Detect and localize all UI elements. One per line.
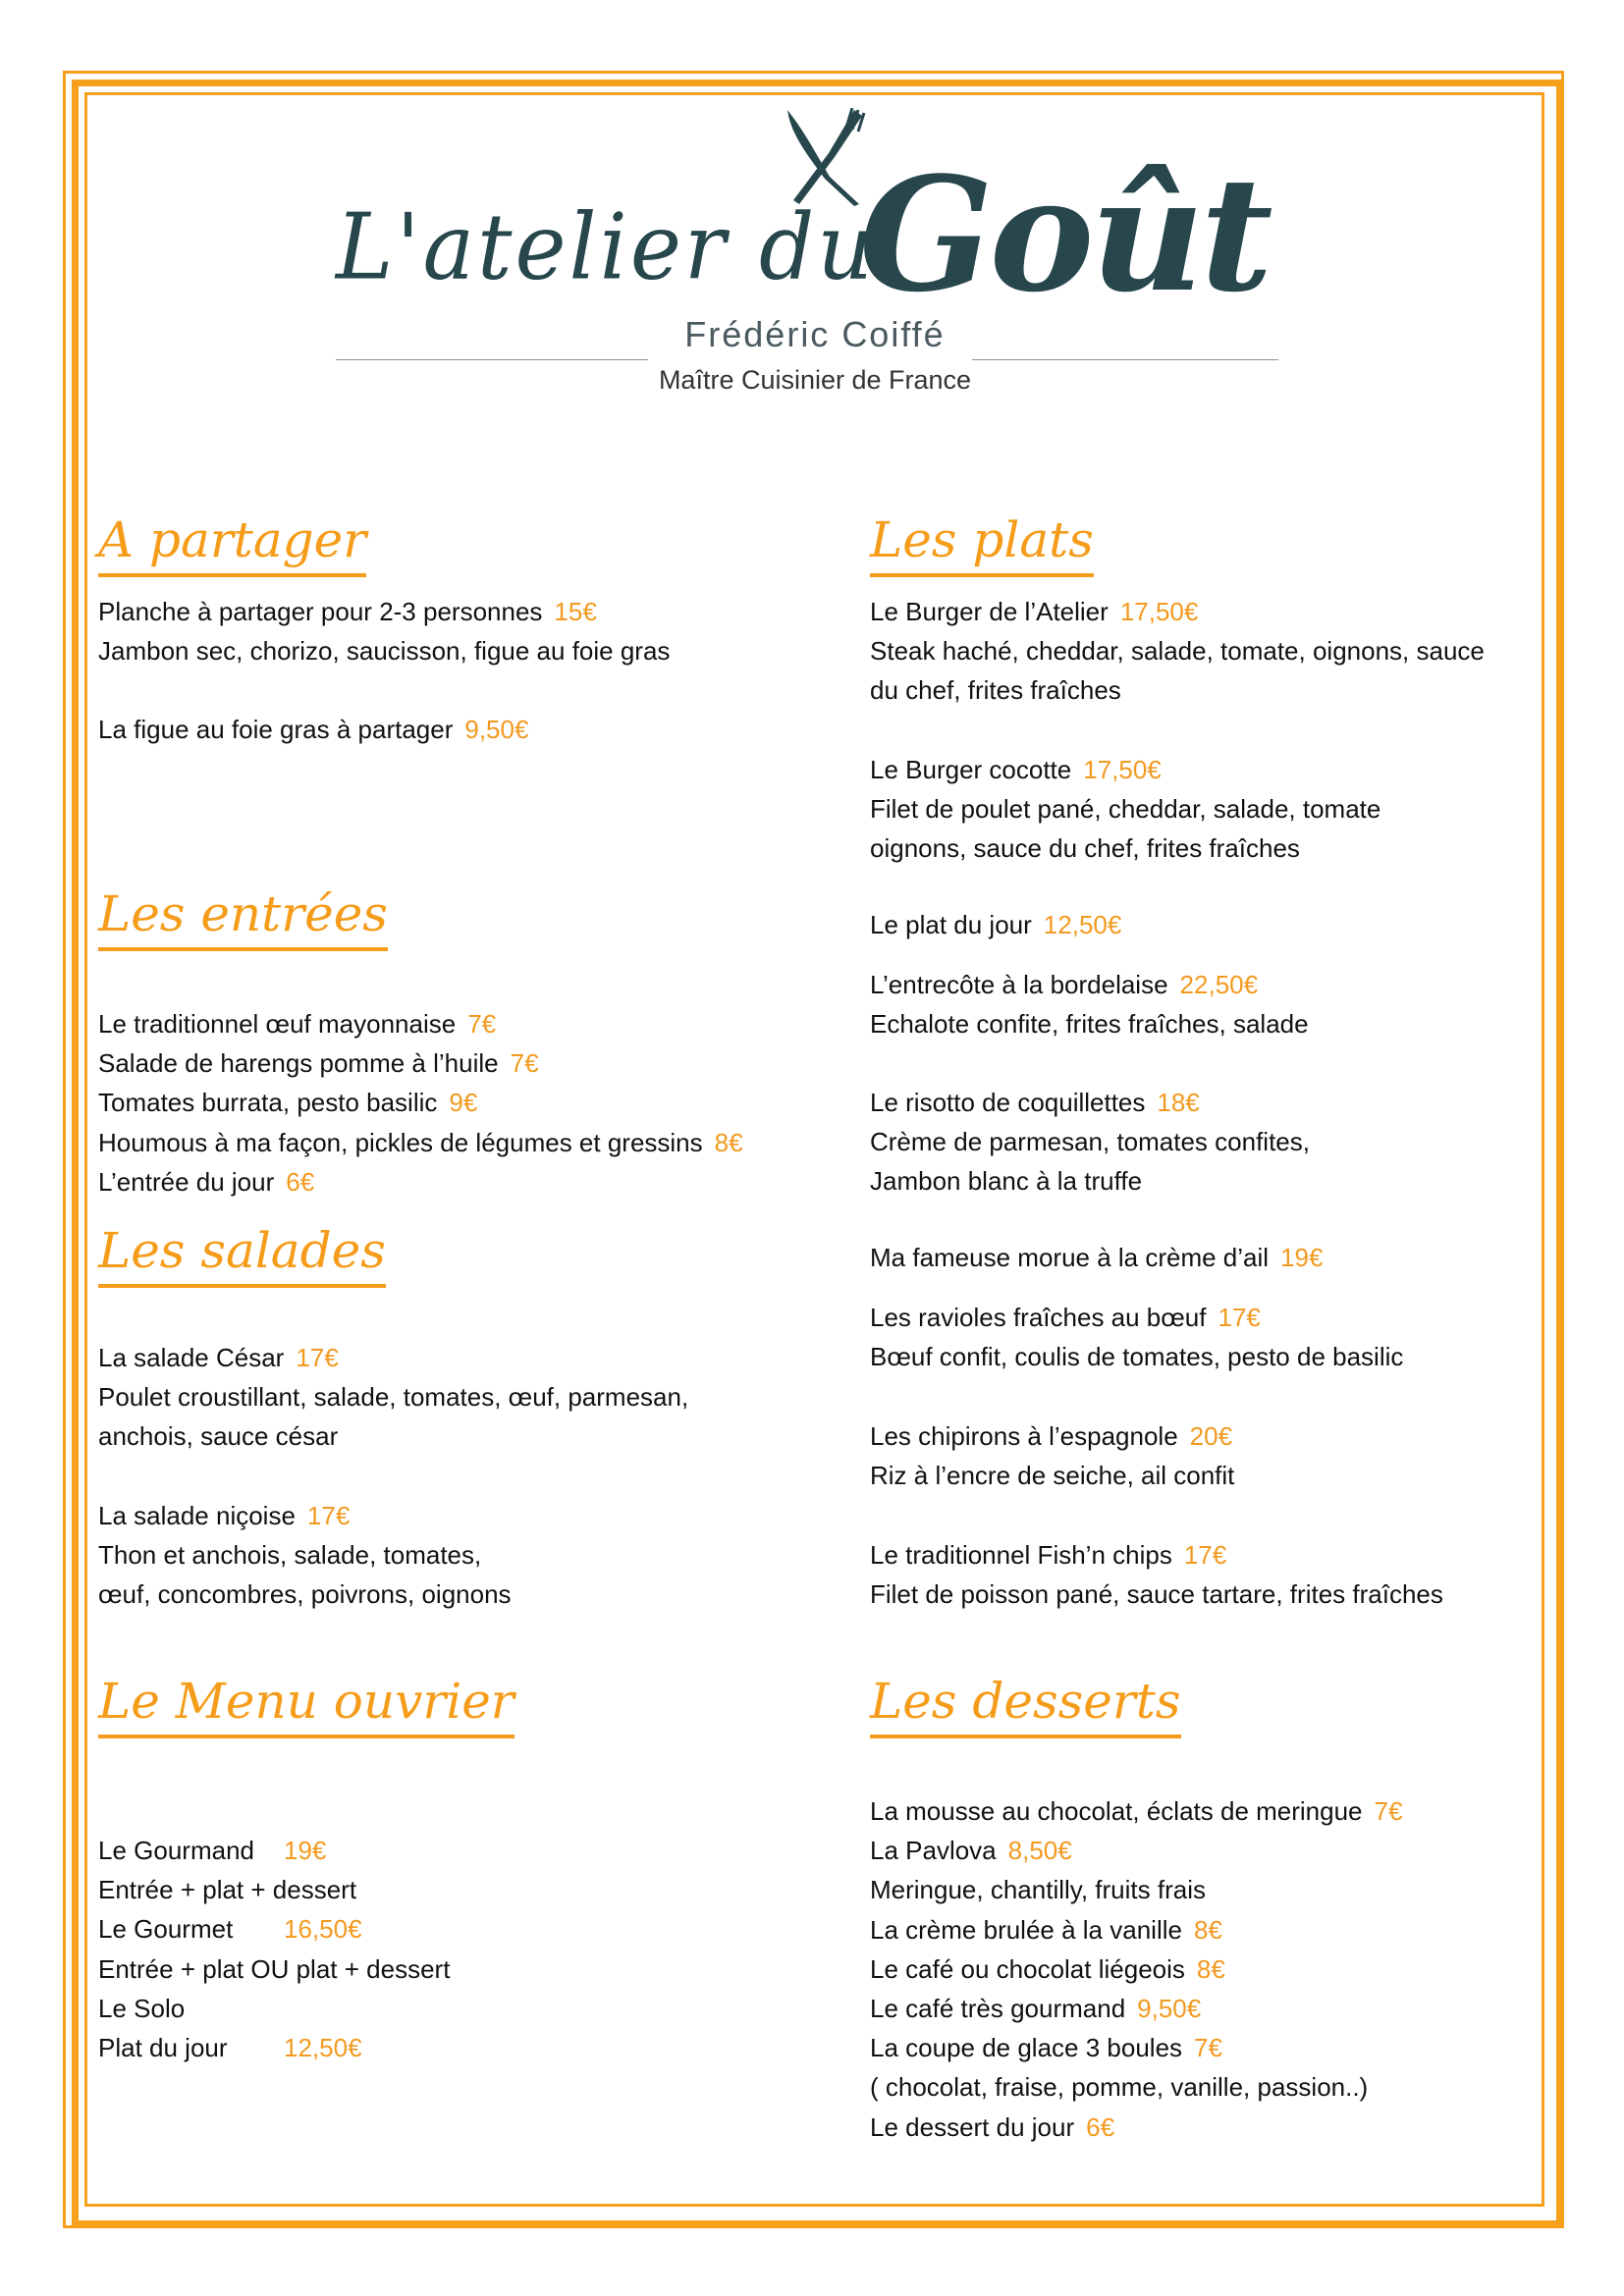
item-text: Steak haché, cheddar, salade, tomate, oignons, sauce: [870, 636, 1485, 667]
menu-item-group: [870, 1298, 1403, 1376]
item-price: 7€: [1194, 2033, 1222, 2063]
menu-line: [98, 1162, 743, 1201]
chef-name: Frédéric Coiffé: [684, 314, 946, 354]
item-price: 20€: [1189, 1421, 1233, 1451]
item-price: 12,50€: [1043, 910, 1122, 939]
item-price: 16,50€: [284, 1914, 362, 1945]
logo-bold-text: Goût: [859, 142, 1270, 327]
item-text: Thon et anchois, salade, tomates,: [98, 1540, 482, 1571]
menu-line: [870, 2067, 1402, 2107]
item-text: du chef, frites fraîches: [870, 675, 1121, 706]
menu-item-group: [870, 592, 1485, 711]
item-text: Le traditionnel œuf mayonnaise: [98, 1009, 457, 1039]
menu-item-group: [870, 1535, 1443, 1614]
item-text: Meringue, chantilly, fruits frais: [870, 1875, 1206, 1905]
item-text: Jambon sec, chorizo, saucisson, figue au foie gras: [98, 636, 671, 667]
menu-line: [870, 1831, 1402, 1870]
item-price: 8,50€: [1007, 1836, 1072, 1866]
item-text: Crème de parmesan, tomates confites,: [870, 1127, 1310, 1157]
item-price: 15€: [554, 597, 597, 626]
item-price: 6€: [1086, 2111, 1115, 2142]
item-text: Houmous à ma façon, pickles de légumes et gressins: [98, 1127, 703, 1157]
menu-item-group: [870, 1416, 1234, 1495]
item-text: oignons, sauce du chef, frites fraîches: [870, 833, 1300, 864]
chef-title: Maître Cuisinier de France: [658, 365, 972, 395]
item-price: 17,50€: [1083, 755, 1162, 784]
item-text: Le Gourmand: [98, 1836, 254, 1865]
item-text: La Pavlova: [870, 1836, 997, 1866]
item-text: Les ravioles fraîches au bœuf: [870, 1303, 1207, 1332]
menu-line: [98, 1831, 450, 1870]
menu-line: [98, 1416, 688, 1456]
menu-item-group: [870, 965, 1309, 1043]
item-text: Plat du jour: [98, 2033, 228, 2063]
menu-line: [98, 1123, 743, 1162]
menu-line: [870, 1791, 1402, 1831]
menu-line: [870, 1910, 1402, 1949]
item-text: Les chipirons à l’espagnole: [870, 1421, 1178, 1451]
menu-item-group: [98, 1496, 512, 1615]
item-text: La salade César: [98, 1343, 285, 1372]
menu-line: [98, 1496, 512, 1535]
menu-line: [870, 1870, 1402, 1909]
item-text: Salade de harengs pomme à l’huile: [98, 1048, 499, 1079]
section-heading: Les desserts: [870, 1672, 1181, 1738]
item-text: La crème brulée à la vanille: [870, 1914, 1182, 1945]
menu-line: [98, 1870, 450, 1909]
menu-line: [870, 789, 1380, 828]
menu-item-group: [870, 905, 1121, 944]
menu-line: [870, 750, 1380, 789]
section-heading: Les entrées: [98, 884, 388, 951]
section-heading: Le Menu ouvrier: [98, 1672, 514, 1738]
item-text: Le café ou chocolat liégeois: [870, 1953, 1185, 1984]
menu-line: [870, 1161, 1310, 1201]
menu-line: [870, 1122, 1310, 1161]
menu-line: [98, 2028, 450, 2067]
item-price: 7€: [467, 1009, 497, 1039]
menu-line: [98, 1083, 743, 1122]
item-text: ( chocolat, fraise, pomme, vanille, passion..): [870, 2072, 1369, 2103]
menu-line: [870, 1238, 1323, 1277]
item-price: 9,50€: [464, 715, 529, 744]
item-text: Le risotto de coquillettes: [870, 1088, 1146, 1117]
item-price: 19€: [284, 1836, 327, 1865]
item-text: Planche à partager pour 2-3 personnes: [98, 597, 543, 626]
item-price: 7€: [510, 1048, 539, 1079]
item-price: 17€: [1218, 1303, 1261, 1332]
item-text: œuf, concombres, poivrons, oignons: [98, 1579, 512, 1610]
menu-item-group: [98, 1004, 743, 1201]
menu-line: [870, 592, 1485, 631]
menu-line: [98, 1989, 450, 2028]
item-text: Le Burger cocotte: [870, 755, 1072, 784]
item-text: Le dessert du jour: [870, 2111, 1075, 2142]
divider: [972, 359, 1278, 360]
item-text: Entrée + plat OU plat + dessert: [98, 1953, 451, 1984]
menu-line: [870, 965, 1309, 1004]
menu-line: [870, 1535, 1443, 1575]
menu-line: [98, 1377, 688, 1416]
item-text: Le Burger de l’Atelier: [870, 597, 1109, 626]
item-text: Le traditionnel Fish’n chips: [870, 1540, 1172, 1570]
item-text: L’entrecôte à la bordelaise: [870, 970, 1168, 999]
item-text: Le café très gourmand: [870, 1994, 1126, 2024]
menu-line: [870, 1949, 1402, 1989]
menu-item-group: [98, 592, 670, 670]
item-price: 8€: [714, 1127, 743, 1157]
menu-line: [870, 2028, 1402, 2067]
menu-line: [870, 1416, 1234, 1456]
item-text: L’entrée du jour: [98, 1166, 275, 1197]
section-heading: A partager: [98, 510, 366, 577]
menu-line: [870, 1298, 1403, 1337]
menu-line: [870, 1456, 1234, 1495]
item-text: anchois, sauce césar: [98, 1421, 339, 1452]
item-price: 9,50€: [1137, 1994, 1202, 2024]
divider: [336, 359, 648, 360]
item-text: Entrée + plat + dessert: [98, 1875, 357, 1905]
item-text: La salade niçoise: [98, 1501, 296, 1530]
item-text: Filet de poisson pané, sauce tartare, frites fraîches: [870, 1579, 1443, 1610]
item-text: La figue au foie gras à partager: [98, 715, 454, 744]
item-price: 12,50€: [284, 2033, 362, 2063]
restaurant-logo: [324, 98, 1306, 412]
menu-line: [870, 1004, 1309, 1043]
item-text: Jambon blanc à la truffe: [870, 1166, 1143, 1197]
menu-line: [98, 592, 670, 631]
menu-line: [98, 1535, 512, 1575]
item-price: 17,50€: [1119, 597, 1199, 626]
menu-item-group: [870, 750, 1380, 869]
logo-script-text: L'atelier du: [336, 193, 876, 300]
item-text: Le Gourmet: [98, 1914, 234, 1945]
item-text: Le plat du jour: [870, 910, 1032, 939]
menu-line: [98, 710, 528, 749]
menu-line: [98, 1004, 743, 1043]
menu-item-group: [870, 1791, 1402, 2147]
item-text: Le Solo: [98, 1993, 186, 2023]
menu-line: [870, 631, 1485, 670]
item-price: 19€: [1280, 1243, 1324, 1272]
item-price: 18€: [1157, 1088, 1200, 1117]
item-price: 7€: [1374, 1796, 1403, 1826]
item-text: Tomates burrata, pesto basilic: [98, 1088, 438, 1118]
menu-line: [98, 631, 670, 670]
menu-item-group: [98, 1338, 688, 1457]
item-price: 22,50€: [1179, 970, 1259, 999]
item-text: La mousse au chocolat, éclats de meringue: [870, 1796, 1363, 1826]
item-price: 9€: [449, 1088, 478, 1118]
item-text: Echalote confite, frites fraîches, salade: [870, 1009, 1309, 1040]
item-text: Poulet croustillant, salade, tomates, œuf, parmesan,: [98, 1382, 689, 1413]
menu-item-group: [870, 1238, 1323, 1277]
section-heading: Les salades: [98, 1221, 386, 1288]
menu-line: [870, 1989, 1402, 2028]
menu-item-group: [98, 1831, 450, 2067]
menu-line: [870, 1575, 1443, 1614]
item-text: Filet de poulet pané, cheddar, salade, tomate: [870, 794, 1381, 825]
item-price: 17€: [296, 1343, 339, 1372]
item-text: Ma fameuse morue à la crème d’ail: [870, 1243, 1270, 1272]
item-text: Bœuf confit, coulis de tomates, pesto de basilic: [870, 1342, 1404, 1372]
item-price: 6€: [286, 1166, 315, 1197]
menu-line: [870, 1337, 1403, 1376]
item-price: 17€: [1183, 1540, 1227, 1570]
menu-line: [870, 905, 1121, 944]
item-price: 8€: [1193, 1914, 1222, 1945]
menu-line: [98, 1043, 743, 1083]
menu-line: [98, 1949, 450, 1989]
item-text: Riz à l’encre de seiche, ail confit: [870, 1461, 1235, 1491]
item-price: 17€: [306, 1501, 351, 1530]
menu-line: [98, 1909, 450, 1949]
menu-line: [870, 828, 1380, 868]
item-price: 8€: [1196, 1953, 1225, 1984]
menu-line: [98, 1575, 512, 1614]
menu-line: [870, 670, 1485, 710]
section-heading: Les plats: [870, 510, 1094, 577]
menu-line: [870, 2108, 1402, 2147]
menu-item-group: [98, 710, 528, 749]
menu-line: [98, 1338, 688, 1377]
item-text: La coupe de glace 3 boules: [870, 2033, 1183, 2063]
menu-line: [870, 1083, 1310, 1122]
menu-item-group: [870, 1083, 1310, 1201]
